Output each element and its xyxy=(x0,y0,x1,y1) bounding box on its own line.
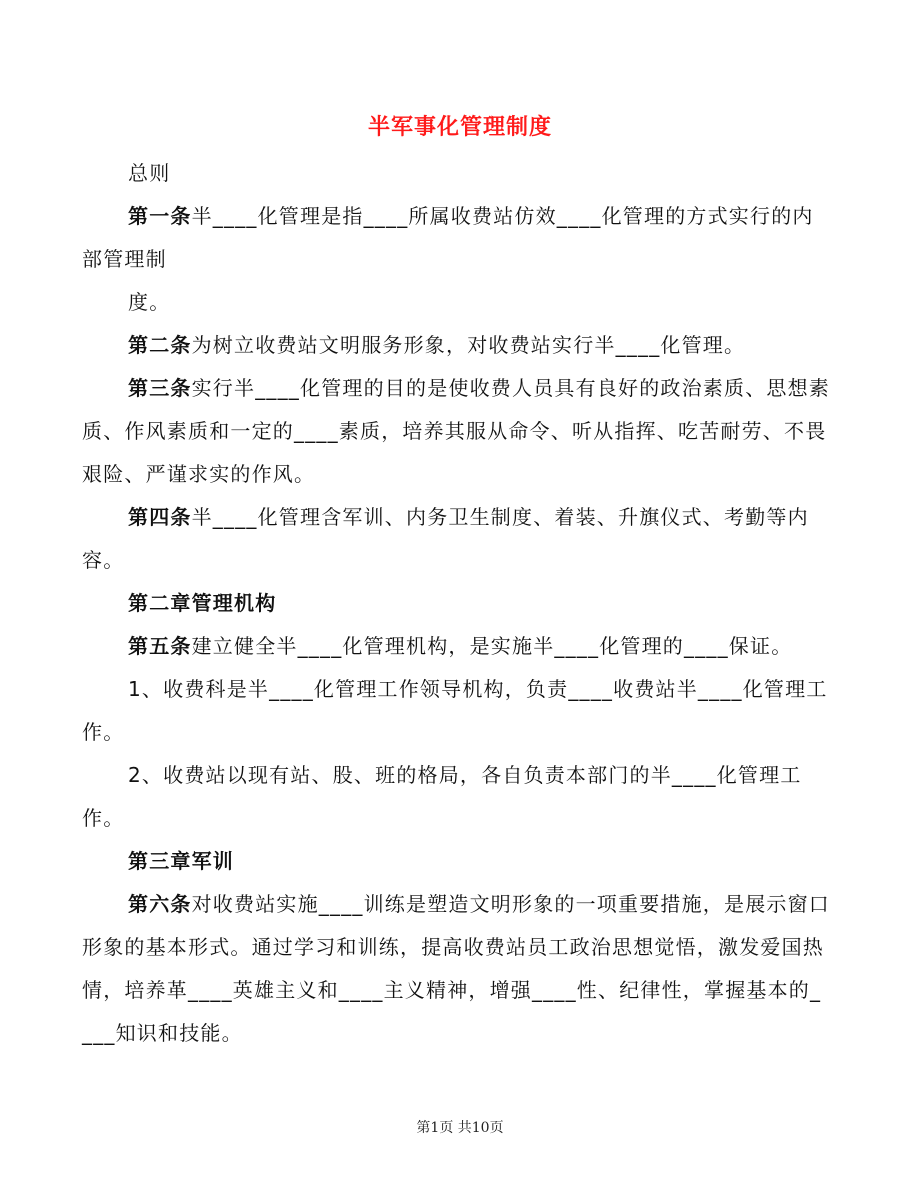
paragraph-text: 度。 xyxy=(128,290,171,314)
article-2 xyxy=(82,324,832,367)
document-title: 半军事化管理制度 xyxy=(367,115,552,140)
paragraph-text: 建立健全半____化管理机构，是实施半____化管理的____保证。 xyxy=(191,634,793,658)
document-body xyxy=(82,152,832,1055)
article-5 xyxy=(82,625,832,668)
paragraph-text: 对收费站实施____训练是塑造文明形象的一项重要措施，是展示窗口形象的基本形式。通过学习和训练，提高收费站员工政治思想觉悟，激发爱国热情，培养革____英雄主义和____主义精神，增强____性、纪律性，掌握基本的____知识和技能。 xyxy=(82,892,831,1045)
paragraph-text: 1、收费科是半____化管理工作领导机构，负责____收费站半____化管理工作。 xyxy=(82,677,828,744)
article-1-continuation xyxy=(82,281,832,324)
list-item-2 xyxy=(82,754,832,840)
article-label: 第五条 xyxy=(128,634,192,658)
chapter-title: 第三章军训 xyxy=(128,849,234,873)
section-heading-general xyxy=(82,152,832,195)
article-3 xyxy=(82,367,832,496)
chapter-title: 第二章管理机构 xyxy=(128,591,277,615)
chapter-3-heading xyxy=(82,840,832,883)
article-6 xyxy=(82,883,832,1055)
chapter-2-heading xyxy=(82,582,832,625)
paragraph-text: 半____化管理含军训、内务卫生制度、着装、升旗仪式、考勤等内容。 xyxy=(82,505,809,572)
article-label: 第六条 xyxy=(128,892,192,916)
article-1 xyxy=(82,195,832,281)
article-label: 第四条 xyxy=(128,505,192,529)
paragraph-text: 实行半____化管理的目的是使收费人员具有良好的政治素质、思想素质、作风素质和一定的____素质，培养其服从命令、听从指挥、吃苦耐劳、不畏艰险、严谨求实的作风。 xyxy=(82,376,831,486)
page-number-footer: 第1页 共10页 xyxy=(416,1120,504,1136)
article-label: 第二条 xyxy=(128,333,192,357)
paragraph-text: 2、收费站以现有站、股、班的格局，各自负责本部门的半____化管理工作。 xyxy=(82,763,802,830)
article-4 xyxy=(82,496,832,582)
paragraph-text: 半____化管理是指____所属收费站仿效____化管理的方式实行的内部管理制 xyxy=(82,204,814,271)
paragraph-text: 总则 xyxy=(128,161,171,185)
article-label: 第一条 xyxy=(128,204,192,228)
article-label: 第三条 xyxy=(128,376,192,400)
list-item-1 xyxy=(82,668,832,754)
paragraph-text: 为树立收费站文明服务形象，对收费站实行半____化管理。 xyxy=(191,333,746,357)
